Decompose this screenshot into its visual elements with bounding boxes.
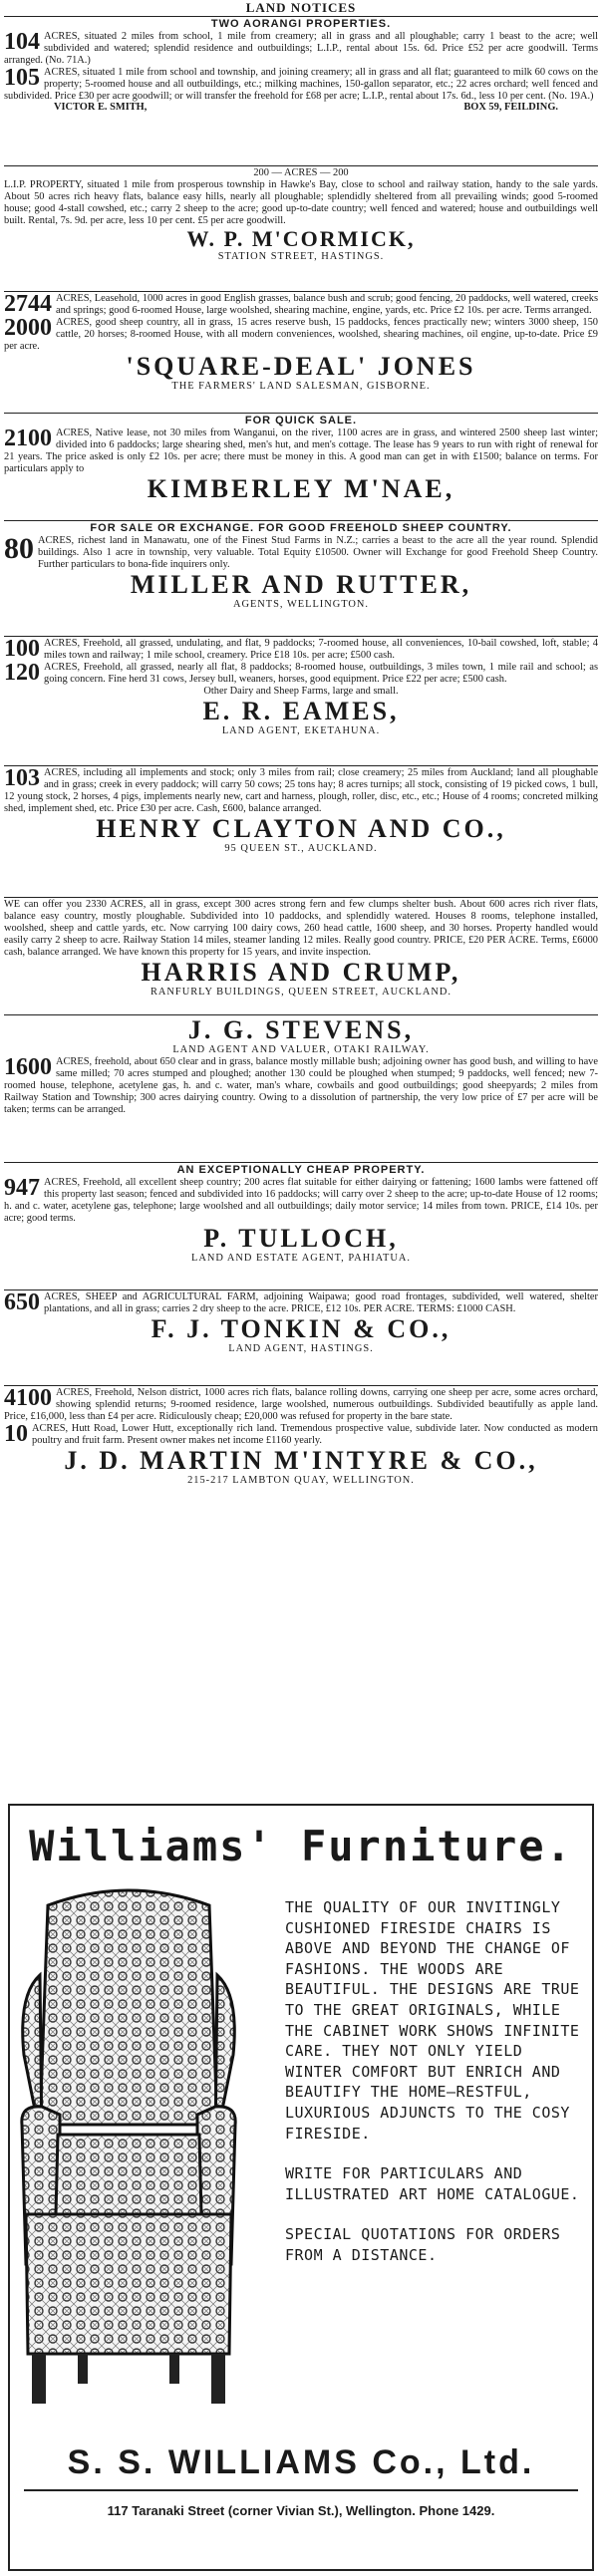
listing-text: ACRES, good sheep country, all in grass, 15 acres reserve bush, 15 paddocks, fences practically new; winters 3000 sheep, 150 cattle, 20 horses; 8-roomed House, with all modern conveniences, woolshed, shearing machines, oil engine, up-to-date. Price £9 per acre. bbox=[4, 316, 598, 352]
ad-miller-rutter bbox=[4, 521, 598, 637]
agent-address: LAND AGENT, EKETAHUNA. bbox=[221, 724, 381, 736]
listing-text: ACRES, situated 1 mile from school and township, and joining creamery; all in grass and all flat; guaranteed to milk 60 cows on the property; 5-roomed house and all outbuildings, etc.; milking machines, 150-gallon separator, etc.; 22 acres orchard; well fenced and subdivided. Price £30 per acre goodwill; or will transfer the freehold for £68 per acre; L.I.P., rental about 17s. 6d., less 10 per cent. (No. 19A.) bbox=[4, 66, 598, 102]
listing bbox=[4, 532, 598, 571]
ad-tulloch bbox=[4, 1163, 598, 1290]
furniture-copy bbox=[285, 1897, 584, 2286]
listing-text: ACRES, Freehold, all excellent sheep country; 200 acres flat suitable for either dairying or fattening; 1600 lambs were fattened off this property last season; fenced and subdivided into 16 paddocks; will carry over 2 sheep to the acre; up-to-date House of 12 rooms; h. and c. water, acetylene gas, telephone; large woolshed and all outbuildings; daily motor service; 14 miles from town. PRICE, £14 10s. per acre; good terms. bbox=[4, 1177, 598, 1224]
agent-address: BOX 59, FEILDING. bbox=[463, 102, 558, 114]
listing bbox=[4, 31, 598, 67]
armchair-illustration-icon bbox=[18, 1885, 239, 2424]
ad-kimberley-mnae bbox=[4, 414, 598, 521]
ad-henry-clayton bbox=[4, 766, 598, 898]
ad-heading: 200 — ACRES — 200 bbox=[253, 167, 349, 178]
agent-name: 'SQUARE-DEAL' JONES bbox=[126, 351, 476, 381]
listing-text: ACRES, situated 2 miles from school, 1 mile from creamery; all in grass and all ploughable; carry 1 beast to the acre; well subdivided and watered; splendid residence and outbuildings; L.I.P., rental about 15s. 6d. Price £52 per acre goodwill. Terms arranged. (No. 71A.) bbox=[4, 31, 598, 66]
acreage: 120 bbox=[4, 659, 40, 686]
agent-address: RANFURLY BUILDINGS, QUEEN STREET, AUCKLAND. bbox=[150, 986, 452, 998]
furniture-paragraph: SPECIAL QUOTATIONS FOR ORDERS FROM A DISTANCE. bbox=[285, 2225, 561, 2264]
agent-name: HARRIS AND CRUMP, bbox=[141, 957, 461, 987]
ad-mccormick bbox=[4, 166, 598, 292]
listing-text: ACRES, richest land in Manawatu, one of the Finest Stud Farms in N.Z.; carries a beast to the acre all the year round. Splendid buildings. Also 1 acre in township, very valuable. Total Equity £10500. Owner will Exchange for good Freehold Sheep Country. Further particulars to bona-fide inquirers only. bbox=[38, 535, 598, 570]
ad-martin-mcintyre bbox=[4, 1386, 598, 1506]
agent-name: J. D. MARTIN M'INTYRE & CO., bbox=[64, 1445, 538, 1475]
listing-text: ACRES, Freehold, all grassed, nearly all flat, 8 paddocks; 8-roomed house, outbuildings, 3 miles town, 1 mile rail and school; as going concern. Fine herd 31 cows, Jersey bull, weaners, horses, good equipment. Price £22 per acre; £500 cash. bbox=[44, 661, 598, 685]
acreage: 650 bbox=[4, 1290, 40, 1315]
listing bbox=[4, 638, 598, 662]
listing bbox=[4, 1387, 598, 1423]
agent-line bbox=[4, 102, 598, 114]
ad-heading: FOR QUICK SALE. bbox=[244, 415, 358, 427]
agent-address: LAND AGENT, HASTINGS. bbox=[228, 1342, 374, 1354]
agent-name: E. R. EAMES, bbox=[202, 696, 400, 725]
listing-text: WE can offer you 2330 ACRES, all in grass, except 300 acres strong fern and few clumps shelter bush. About 600 acres rich river flats, balance easy country, mostly ploughable. Subdivided into 10 paddocks, and splendidly watered. Houses 8 rooms, telephone installed, woolshed, sheep and cattle yards, etc. Now carrying 100 dairy cows, 260 head cattle, 1600 sheep, and 30 horses. Property handled would easily carry 2 sheep to acre. Railway Station 14 miles, steamer landing 12 miles. Really good country. PRICE, £20 PER ACRE. Terms, £6000 cash, balance arranged. We have known this property for 15 years, and invite inspection. bbox=[4, 899, 598, 958]
furniture-advertisement bbox=[8, 1804, 594, 2571]
agent-name: VICTOR E. SMITH, bbox=[54, 102, 148, 114]
agent-name: HENRY CLAYTON AND CO., bbox=[96, 813, 506, 843]
listing-text: ACRES, Leasehold, 1000 acres in good English grasses, balance bush and scrub; good fencing, 20 paddocks, well watered, creeks and springs; good 6-roomed House, large woolshed, shearing machine, engine, yards, etc. Price £2 10s. per acre. Terms arranged. bbox=[56, 293, 598, 316]
acreage: 100 bbox=[4, 637, 40, 662]
ad-square-deal-jones bbox=[4, 292, 598, 414]
ad-heading: FOR SALE OR EXCHANGE. FOR GOOD FREEHOLD SHEEP COUNTRY. bbox=[90, 522, 512, 534]
agent-address: 95 QUEEN ST., AUCKLAND. bbox=[224, 842, 378, 854]
listing bbox=[4, 428, 598, 475]
acreage: 103 bbox=[4, 766, 40, 791]
acreage: 2744 bbox=[4, 292, 52, 317]
listing-text: L.I.P. PROPERTY, situated 1 mile from prosperous township in Hawke's Bay, close to school and railway station, handy to the sale yards. About 50 acres rich heavy flats, balance easy hills, nearly all ploughable; splendidly sheltered from all prevailing winds; good 5-roomed house; good 4-stall cowshed, etc.; carry 2 sheep to the acre; good up-to-date country; well fenced and watered; house and outbuildings well built. Rental, 7s. 9d. per acre, less 10 per cent. £5 per acre goodwill. bbox=[4, 179, 598, 226]
note: Other Dairy and Sheep Farms, large and small. bbox=[203, 685, 399, 697]
listing bbox=[4, 314, 598, 353]
ad-heading: TWO AORANGI PROPERTIES. bbox=[210, 18, 392, 30]
acreage: 10 bbox=[4, 1420, 28, 1447]
agent-name: P. TULLOCH, bbox=[203, 1223, 399, 1253]
listing bbox=[4, 1177, 598, 1225]
agent-address: LAND AND ESTATE AGENT, PAHIATUA. bbox=[191, 1252, 411, 1264]
acreage: 1600 bbox=[4, 1054, 52, 1080]
acreage: 80 bbox=[4, 532, 34, 565]
ad-harris-crump bbox=[4, 898, 598, 1015]
listing-text: ACRES, including all implements and stock; only 3 miles from rail; close creamery; 25 miles from Auckland; land all ploughable and in grass; creek in every paddock; will carry 50 cows; 25 tons hay; 8 acres turnips; all stock, consisting of 19 picked cows, 1 bull, 12 young stock, 2 horses, 4 pigs, implements nearly new, cart and harness, plough, roller, disc, etc., etc.; House of 4 rooms; concreted milking shed, implement shed, etc. Price £30 per acre. Cash, £600, balance arranged. bbox=[4, 767, 598, 814]
listing bbox=[4, 1056, 598, 1116]
acreage: 4100 bbox=[4, 1386, 52, 1411]
furniture-paragraph: THE QUALITY OF OUR INVITINGLY CUSHIONED FIRESIDE CHAIRS IS ABOVE AND BEYOND THE CHANGE OF FASHIONS. THE WOODS ARE BEAUTIFUL. THE DESIGNS ARE TRUE TO THE GREAT ORIGINALS, WHILE THE CABINET WORK SHOWS INFINITE CARE. THEY NOT ONLY YIELD WINTER COMFORT BUT ENRICH AND BEAUTIFY THE HOME—RESTFUL, LUXURIOUS ADJUNCTS TO THE COSY FIRESIDE. bbox=[285, 1898, 580, 2143]
agent-address: STATION STREET, HASTINGS. bbox=[217, 250, 385, 262]
listing bbox=[4, 767, 598, 815]
listing-text: ACRES, Freehold, Nelson district, 1000 acres rich flats, balance rolling downs, carrying one sheep per acre, some acres orchard, showing splendid returns; 9-roomed residence, large woolshed, numerous outbuildings. Subdivided beautifully as apple land. Price, £16,000, less than £4 per acre. Ridiculously cheap; £20,000 was refused for property in the bare state. bbox=[4, 1387, 598, 1422]
listing bbox=[4, 1420, 598, 1447]
agent-name: MILLER AND RUTTER, bbox=[130, 569, 472, 599]
listing-text: ACRES, Native lease, not 30 miles from Wanganui, on the river, 1100 acres are in grass, and wintered 2500 sheep last winter; divided into 6 paddocks; large shearing shed, men's hut, and men's cottage. The lease has 9 years to run with right of renewal for 21 years. The price asked is only £2 10s. per acre; there must be money in this. A good man can get in with £1500; balance on terms. For particulars apply to bbox=[4, 428, 598, 474]
listing-text: ACRES, Hutt Road, Lower Hutt, exceptionally rich land. Tremendous prospective value, subdivide later. Now conducted as modern poultry and fruit farm. Present owner makes net income £1160 yearly. bbox=[32, 1422, 598, 1446]
acreage: 947 bbox=[4, 1175, 40, 1201]
acreage: 2000 bbox=[4, 314, 52, 341]
agent-name: F. J. TONKIN & CO., bbox=[150, 1313, 452, 1343]
listing-text: ACRES, SHEEP and AGRICULTURAL FARM, adjoining Waipawa; good road frontages, subdivided, well watered, shelter plantations, and all in grass; carries 2 dry sheep to the acre. PRICE, £12 10s. PER ACRE. TERMS: £1000 CASH. bbox=[44, 1291, 598, 1314]
listing bbox=[4, 1291, 598, 1315]
acreage: 105 bbox=[4, 64, 40, 91]
divider bbox=[24, 2489, 578, 2491]
ad-tonkin bbox=[4, 1290, 598, 1386]
listing-text: ACRES, freehold, about 650 clear and in grass, balance mostly millable bush; adjoining owner has good bush, and willing to have same milled; 70 acres stumped and ploughed; another 130 could be ploughed when stumped; 9 paddocks, well fenced; new 7-roomed house, telephone, acetylene gas, h. and c. water, man's whare, cowbails and good outbuildings; good sheepyards; 2 miles from Railway Station and Township; 300 acres dairying country. Owing to a dissolution of partnership, the very low price of £7 per acre will be taken; terms can be arranged. bbox=[4, 1056, 598, 1115]
agent-name: KIMBERLEY M'NAE, bbox=[147, 473, 455, 503]
acreage: 104 bbox=[4, 29, 40, 55]
ad-eames bbox=[4, 637, 598, 766]
agent-address: THE FARMERS' LAND SALESMAN, GISBORNE. bbox=[171, 380, 431, 392]
masthead: LAND NOTICES bbox=[4, 0, 598, 17]
listing bbox=[4, 659, 598, 686]
ad-heading: AN EXCEPTIONALLY CHEAP PROPERTY. bbox=[176, 1164, 426, 1176]
furniture-paragraph: WRITE FOR PARTICULARS AND ILLUSTRATED ART HOME CATALOGUE. bbox=[285, 2164, 580, 2203]
furniture-title: Williams' Furniture. bbox=[29, 1822, 573, 1870]
listing bbox=[4, 64, 598, 103]
listing bbox=[4, 293, 598, 317]
listing-text: ACRES, Freehold, all grassed, undulating, and flat, 9 paddocks; 7-roomed house, all conveniences, 10-bail cowshed, loft, stable; 4 miles town and railway; 1 mile school, creamery. Price £18 10s. per acre; £500 cash. bbox=[44, 638, 598, 661]
ad-aorangi bbox=[4, 17, 598, 166]
agent-address: LAND AGENT AND VALUER, OTAKI RAILWAY. bbox=[172, 1044, 430, 1055]
agent-address: AGENTS, WELLINGTON. bbox=[232, 598, 370, 610]
furniture-address: 117 Taranaki Street (corner Vivian St.), Wellington. Phone 1429. bbox=[107, 2503, 495, 2518]
furniture-firm-name: S. S. WILLIAMS Co., Ltd. bbox=[67, 2443, 535, 2481]
agent-address: 215-217 LAMBTON QUAY, WELLINGTON. bbox=[187, 1474, 415, 1486]
ad-stevens bbox=[4, 1015, 598, 1163]
agent-name: J. G. STEVENS, bbox=[187, 1015, 415, 1044]
agent-name: W. P. M'CORMICK, bbox=[186, 225, 416, 251]
acreage: 2100 bbox=[4, 426, 52, 451]
